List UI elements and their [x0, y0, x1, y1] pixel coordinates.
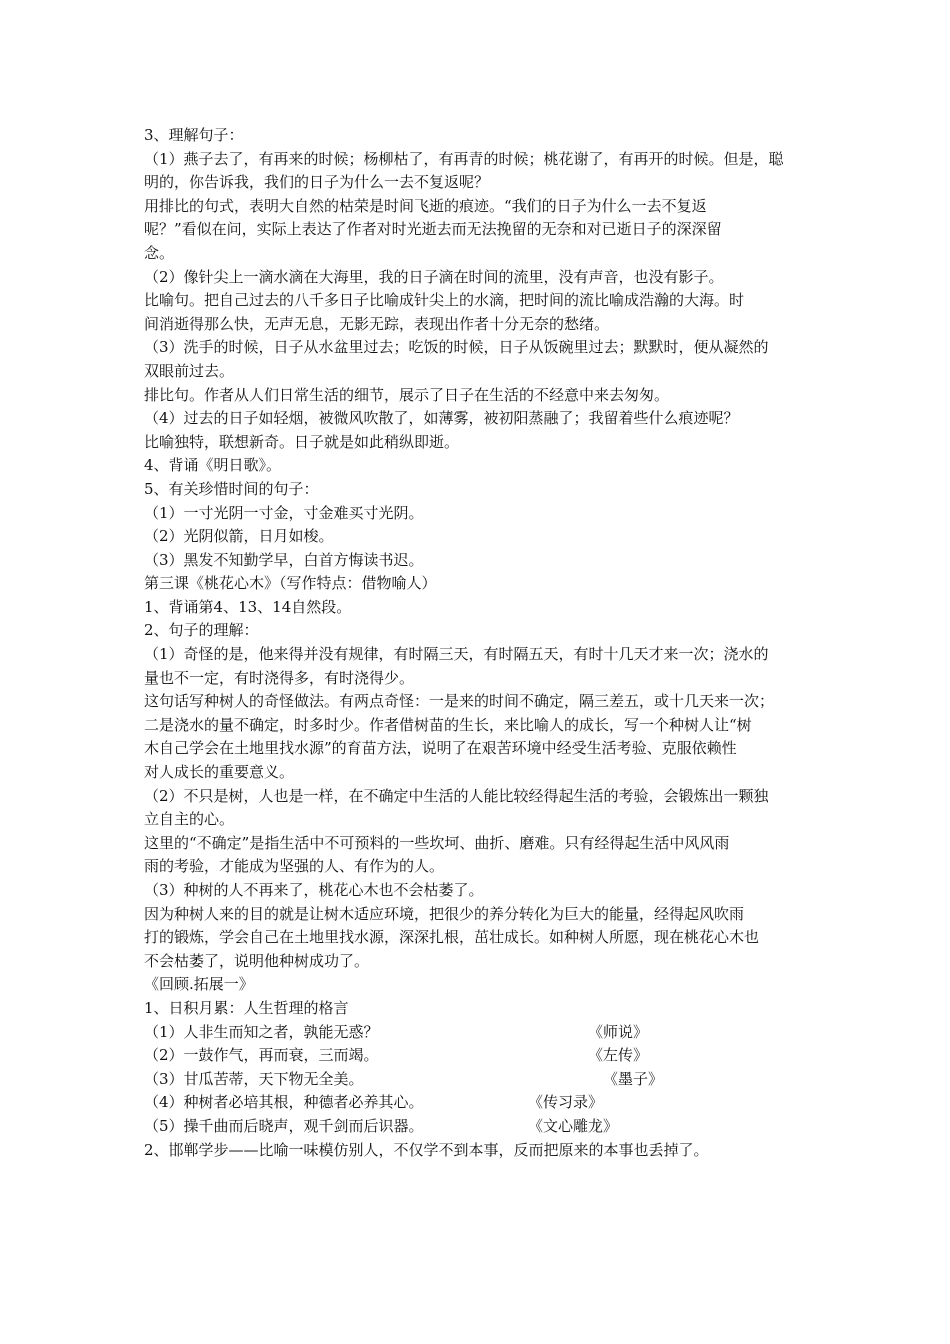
- text-line: 木自己学会在土地里找水源”的育苗方法，说明了在艰苦环境中经受生活考验、克服依赖性: [144, 739, 737, 758]
- text-line: 打的锻炼，学会自己在土地里找水源，深深扎根，茁壮成长。如种树人所愿，现在桃花心木也: [144, 928, 760, 947]
- text-line: （2）光阴似箭，日月如梭。: [144, 527, 334, 546]
- quote-source: 《墨子》: [603, 1069, 664, 1088]
- text-line: 排比句。作者从人们日常生活的细节，展示了日子在生活的不经意中来去匆匆。: [144, 385, 670, 404]
- text-line: 2、邯郸学步——比喻一味模仿别人，不仅学不到本事，反而把原来的本事也丢掉了。: [144, 1140, 709, 1159]
- quote-text: （2）一鼓作气，再而衰，三而竭。: [144, 1046, 379, 1065]
- text-line: 二是浇水的量不确定，时多时少。作者借树苗的生长，来比喻人的成长，写一个种树人让“树: [144, 715, 752, 734]
- text-line: 双眼前过去。: [144, 361, 235, 380]
- quote-source: 《左传》: [588, 1046, 649, 1065]
- text-line: （3）种树的人不再来了，桃花心木也不会枯萎了。: [144, 881, 484, 899]
- section-heading: 《回顾.拓展一》: [144, 975, 254, 994]
- quote-line: [144, 1021, 814, 1045]
- text-line: 量也不一定，有时浇得多，有时浇得少。: [144, 668, 415, 687]
- text-line: 明的，你告诉我，我们的日子为什么一去不复返呢？: [144, 173, 490, 192]
- text-line: 5、有关珍惜时间的句子：: [144, 479, 319, 498]
- text-line: 因为种树人来的目的就是让树木适应环境，把很少的养分转化为巨大的能量，经得起风吹雨: [144, 904, 745, 923]
- text-line: 念。: [144, 243, 175, 262]
- text-line: （3）黑发不知勤学早，白首方悔读书迟。: [144, 550, 424, 569]
- document-page: [144, 124, 814, 1162]
- quote-source: 《师说》: [588, 1022, 649, 1041]
- text-line: 用排比的句式，表明大自然的枯荣是时间飞逝的痕迹。“我们的日子为什么一去不复返: [144, 196, 707, 215]
- quote-text: （3）甘瓜苦蒂，天下物无全美。: [144, 1069, 364, 1088]
- text-line: （2）不只是树，人也是一样，在不确定中生活的人能比较经得起生活的考验，会锻炼出一颗独: [144, 786, 769, 805]
- quote-text: （1）人非生而知之者，孰能无惑？: [144, 1022, 379, 1041]
- text-line: 1、日积月累：人生哲理的格言: [144, 998, 349, 1017]
- quote-line: [144, 1044, 814, 1068]
- text-line: （1）奇怪的是，他来得并没有规律，有时隔三天，有时隔五天，有时十几天才来一次；浇水的: [144, 645, 769, 664]
- text-line: （4）过去的日子如轻烟，被微风吹散了，如薄雾，被初阳蒸融了；我留着些什么痕迹呢？: [144, 409, 739, 428]
- text-line: 这里的“不确定”是指生活中不可预料的一些坎坷、曲折、磨难。只有经得起生活中风风雨: [144, 833, 730, 852]
- text-line: 对人成长的重要意义。: [144, 763, 295, 782]
- text-line: 比喻独特，联想新奇。日子就是如此稍纵即逝。: [144, 432, 460, 451]
- quote-line: [144, 1091, 814, 1115]
- text-line: 4、背诵《明日歌》。: [144, 456, 282, 475]
- quote-text: （5）操千曲而后晓声，观千剑而后识器。: [144, 1116, 424, 1135]
- quote-source: 《文心雕龙》: [528, 1116, 619, 1135]
- text-line: 这句话写种树人的奇怪做法。有两点奇怪：一是来的时间不确定，隔三差五，或十几天来一次；: [144, 692, 775, 711]
- text-line: 立自主的心。: [144, 810, 235, 829]
- text-line: 雨的考验，才能成为坚强的人、有作为的人。: [144, 857, 445, 876]
- text-line: （1）一寸光阴一寸金，寸金难买寸光阴。: [144, 503, 424, 522]
- text-line: 比喻句。把自己过去的八千多日子比喻成针尖上的水滴，把时间的流比喻成浩瀚的大海。时: [144, 291, 745, 310]
- text-line: 间消逝得那么快，无声无息，无影无踪，表现出作者十分无奈的愁绪。: [144, 314, 610, 333]
- text-line: 3、理解句子：: [144, 126, 244, 144]
- quote-line: [144, 1068, 814, 1092]
- text-line: （3）洗手的时候，日子从水盆里过去；吃饭的时候，日子从饭碗里过去；默默时，便从凝然的: [144, 338, 769, 357]
- text-line: （2）像针尖上一滴水滴在大海里，我的日子滴在时间的流里，没有声音，也没有影子。: [144, 267, 724, 286]
- quote-text: （4）种树者必培其根，种德者必养其心。: [144, 1093, 424, 1112]
- text-line: 1、背诵第4、13、14自然段。: [144, 597, 352, 616]
- text-line: 2、句子的理解：: [144, 621, 259, 640]
- text-line: （1）燕子去了，有再来的时候；杨柳枯了，有再青的时候；桃花谢了，有再开的时候。但是，聪: [144, 149, 784, 168]
- lesson-heading: 第三课《桃花心木》（写作特点：借物喻人）: [144, 574, 437, 593]
- text-line: 呢？”看似在问，实际上表达了作者对时光逝去而无法挽留的无奈和对已逝日子的深深留: [144, 220, 722, 239]
- text-line: 不会枯萎了，说明他种树成功了。: [144, 951, 370, 970]
- quote-line: [144, 1115, 814, 1139]
- quote-source: 《传习录》: [528, 1093, 604, 1112]
